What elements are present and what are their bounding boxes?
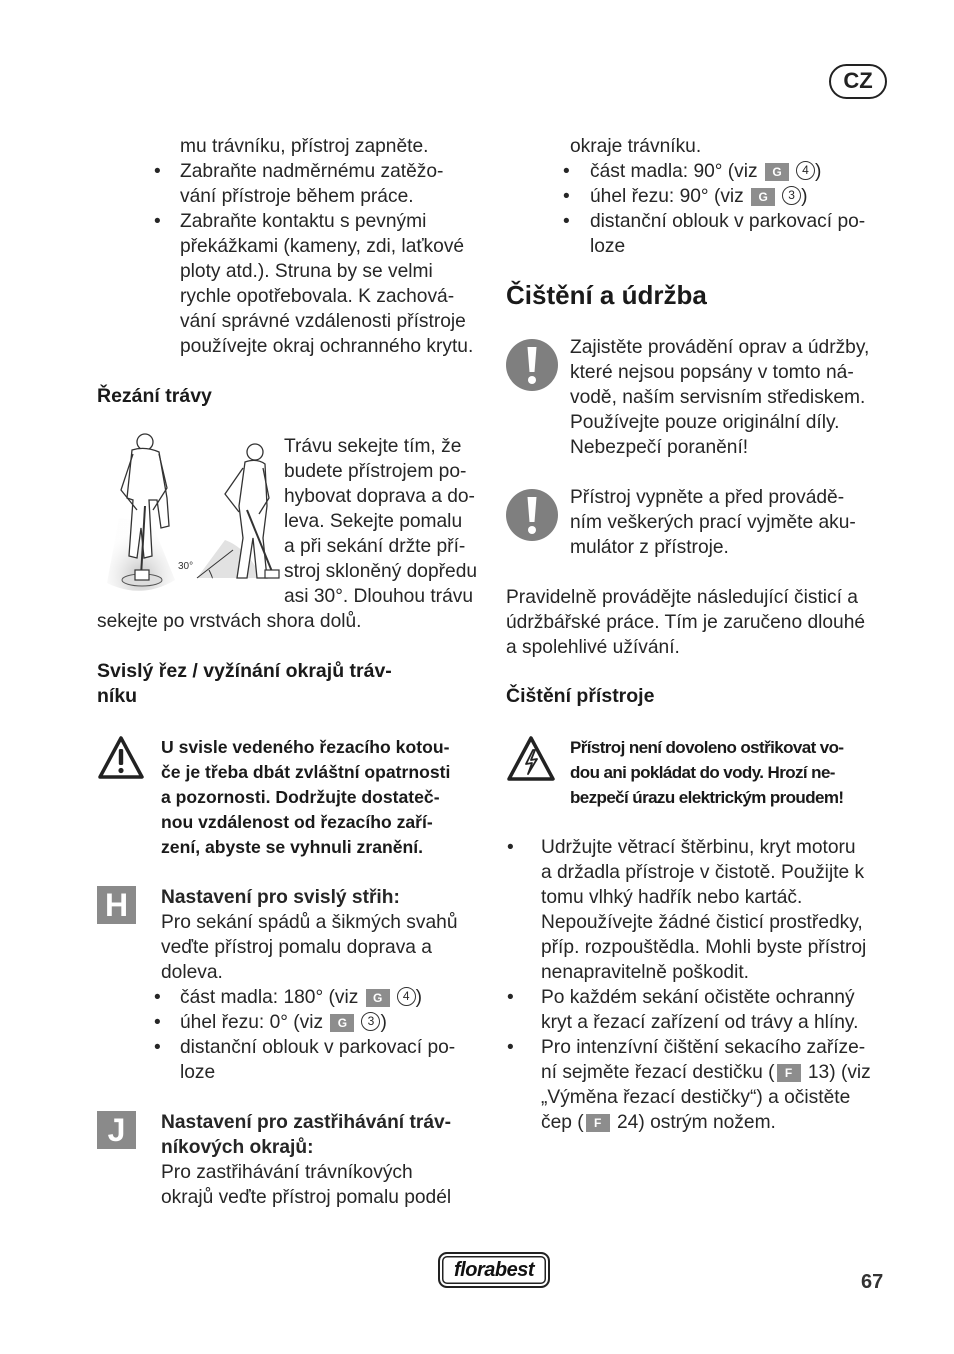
bullet-mark: • xyxy=(154,987,161,1008)
warning-text-line: če je třeba dbát zvláštní opatrnosti xyxy=(161,762,451,782)
text: 24) ostrým nožem. xyxy=(611,1112,776,1133)
section-heading-cleaning-maintenance: Čištění a údržba xyxy=(506,280,707,310)
warning-text-line: Přístroj není dovoleno ostřikovat vo- xyxy=(570,738,844,757)
text-line: Zabraňte nadměrnému zatěžo- xyxy=(180,161,444,182)
text-line: údržbářské práce. Tím je zaručeno dlouhé xyxy=(506,612,866,633)
page-number: 67 xyxy=(861,1271,884,1293)
warning-text-line: zení, abyste se vyhnuli zranění. xyxy=(161,837,424,857)
text-line: kryt a řezací zařízení od trávy a hlíny. xyxy=(541,1012,859,1033)
text-line: Pravidelně provádějte následující čisticí a xyxy=(506,587,858,608)
text-line: Pro sekání spádů a šikmých svahů xyxy=(161,912,458,933)
bullet-line xyxy=(180,1010,387,1035)
warning-triangle-icon xyxy=(97,735,145,781)
bullet-line xyxy=(180,985,422,1010)
text: ) xyxy=(380,1012,387,1033)
text-line: používejte okraj ochranného krytu. xyxy=(180,336,474,357)
figure-ref-badge: G xyxy=(330,1014,354,1032)
step-marker-h: H xyxy=(97,886,136,924)
figure-ref-badge: F xyxy=(777,1064,801,1082)
step-j-title: Nastavení pro zastřihávání tráv- xyxy=(161,1112,452,1133)
text-line: doleva. xyxy=(161,962,223,983)
text-line: sekejte po vrstvách shora dolů. xyxy=(97,611,362,632)
text: 13) (viz xyxy=(802,1062,871,1083)
note-text-line: ním veškerých prací vyjměte aku- xyxy=(570,512,856,533)
note-text-line: Nebezpečí poranění! xyxy=(570,437,749,458)
section-heading-edging-cont: níku xyxy=(97,685,138,707)
text-line: Nepoužívejte žádné čisticí prostředky, xyxy=(541,912,863,933)
figure-ref-badge: G xyxy=(765,163,789,181)
text: ) xyxy=(415,987,423,1008)
text-line: a držadla přístroje v čistotě. Použijte k xyxy=(541,862,865,883)
text-line: Pro zastřihávání trávníkových xyxy=(161,1162,413,1183)
text-line: a spolehlivé užívání. xyxy=(506,637,680,658)
text-line: okraje trávníku. xyxy=(570,136,702,157)
language-code: CZ xyxy=(843,68,873,93)
step-j-title-cont: níkových okrajů: xyxy=(161,1137,314,1158)
section-heading-edging: Svislý řez / vyžínání okrajů tráv- xyxy=(97,660,392,682)
bullet-mark: • xyxy=(507,1037,514,1058)
bullet-mark: • xyxy=(563,186,570,207)
brand-name: florabest xyxy=(454,1259,534,1281)
note-text-line: Používejte pouze originální díly. xyxy=(570,412,840,433)
text-line: nenapravitelně poškodit. xyxy=(541,962,750,983)
text: ) xyxy=(801,186,808,207)
mowing-illustration xyxy=(97,428,281,600)
text-line: vání správné vzdálenosti přístroje xyxy=(180,311,466,332)
step-h-title: Nastavení pro svislý střih: xyxy=(161,887,400,908)
text-line: distanční oblouk v parkovací po- xyxy=(590,211,866,232)
note-text-line: mulátor z přístroje. xyxy=(570,537,729,558)
bullet-mark: • xyxy=(563,161,570,182)
electric-hazard-icon xyxy=(506,735,556,783)
bullet-mark: • xyxy=(154,161,161,182)
note-text-line: Přístroj vypněte a před provádě- xyxy=(570,487,845,508)
text-line: loze xyxy=(590,236,626,257)
warning-text-line: bezpečí úrazu elektrickým proudem! xyxy=(570,788,844,807)
exclamation-icon xyxy=(505,338,559,392)
warning-text-line: U svisle vedeného řezacího kotou- xyxy=(161,737,450,757)
angle-label: 30° xyxy=(178,561,194,572)
warning-text-line: nou vzdálenost od řezacího zaří- xyxy=(161,812,433,832)
text-line: okrajů veďte přístroj pomalu podél xyxy=(161,1187,452,1208)
text-line: distanční oblouk v parkovací po- xyxy=(180,1037,456,1058)
text: ní sejměte řezací destičku ( xyxy=(541,1062,775,1083)
bullet-mark: • xyxy=(154,211,161,232)
text-line: leva. Sekejte pomalu xyxy=(284,511,463,532)
language-badge xyxy=(829,64,887,99)
figure-ref-badge: G xyxy=(751,188,775,206)
text-line: Pro intenzívní čištění sekacího zaříze- xyxy=(541,1037,866,1058)
figure-ref-badge: F xyxy=(586,1114,610,1132)
warning-text-line: dou ani pokládat do vody. Hrozí ne- xyxy=(570,763,835,782)
text: úhel řezu: 90° (viz xyxy=(590,186,744,207)
text: část madla: 180° (viz xyxy=(180,987,359,1008)
warning-text-line: a pozornosti. Dodržujte dostateč- xyxy=(161,787,440,807)
text-line: „Výměna řezací destičky“) a očistěte xyxy=(541,1087,851,1108)
bullet-line xyxy=(541,1060,871,1085)
text-line: Po každém sekání očistěte ochranný xyxy=(541,987,855,1008)
figure-ref-number: 4 xyxy=(397,987,416,1006)
text: část madla: 90° (viz xyxy=(590,161,758,182)
note-text-line: které nejsou popsány v tomto ná- xyxy=(570,362,854,383)
text-line: ploty atd.). Struna by se velmi xyxy=(180,261,433,282)
bullet-mark: • xyxy=(507,837,514,858)
brand-logo xyxy=(438,1252,550,1288)
text-line: tomu vlhký hadřík nebo kartáč. xyxy=(541,887,803,908)
text-line: a při sekání držte pří- xyxy=(284,536,466,557)
text: čep ( xyxy=(541,1112,584,1133)
text-line: Zabraňte kontaktu s pevnými xyxy=(180,211,427,232)
exclamation-icon xyxy=(505,488,559,542)
bullet-line xyxy=(590,184,808,209)
text-line: stroj skloněný dopředu xyxy=(284,561,478,582)
step-marker-j: J xyxy=(97,1111,136,1149)
section-heading-cleaning: Čištění přístroje xyxy=(506,685,655,707)
note-text-line: Zajistěte provádění oprav a údržby, xyxy=(570,337,870,358)
text: ) xyxy=(814,161,822,182)
text-line: Trávu sekejte tím, že xyxy=(284,436,462,457)
section-heading-cutting: Řezání trávy xyxy=(97,385,212,407)
text-line: hybovat doprava a do- xyxy=(284,486,475,507)
text: úhel řezu: 0° (viz xyxy=(180,1012,324,1033)
text-line: překážkami (kameny, zdi, laťkové xyxy=(180,236,465,257)
figure-ref-badge: G xyxy=(366,989,390,1007)
bullet-mark: • xyxy=(154,1037,161,1058)
text-line: Udržujte větrací štěrbinu, kryt motoru xyxy=(541,837,856,858)
figure-ref-number: 3 xyxy=(361,1012,380,1031)
text-line: vání přístroje během práce. xyxy=(180,186,414,207)
text-line: budete přístrojem po- xyxy=(284,461,467,482)
text-line: asi 30°. Dlouhou trávu xyxy=(284,586,473,607)
figure-ref-number: 4 xyxy=(796,161,815,180)
bullet-mark: • xyxy=(154,1012,161,1033)
text-line: příp. rozpouštědla. Mohli byste přístroj xyxy=(541,937,867,958)
bullet-mark: • xyxy=(507,987,514,1008)
figure-ref-number: 3 xyxy=(782,186,801,205)
text-line: veďte přístroj pomalu doprava a xyxy=(161,937,432,958)
note-text-line: vodě, naším servisním střediskem. xyxy=(570,387,866,408)
text-line: loze xyxy=(180,1062,216,1083)
text-line: rychle opotřebovala. K zachová- xyxy=(180,286,455,307)
bullet-mark: • xyxy=(563,211,570,232)
bullet-line xyxy=(541,1110,776,1135)
bullet-line xyxy=(590,159,821,184)
text-line: mu trávníku, přístroj zapněte. xyxy=(180,136,429,157)
